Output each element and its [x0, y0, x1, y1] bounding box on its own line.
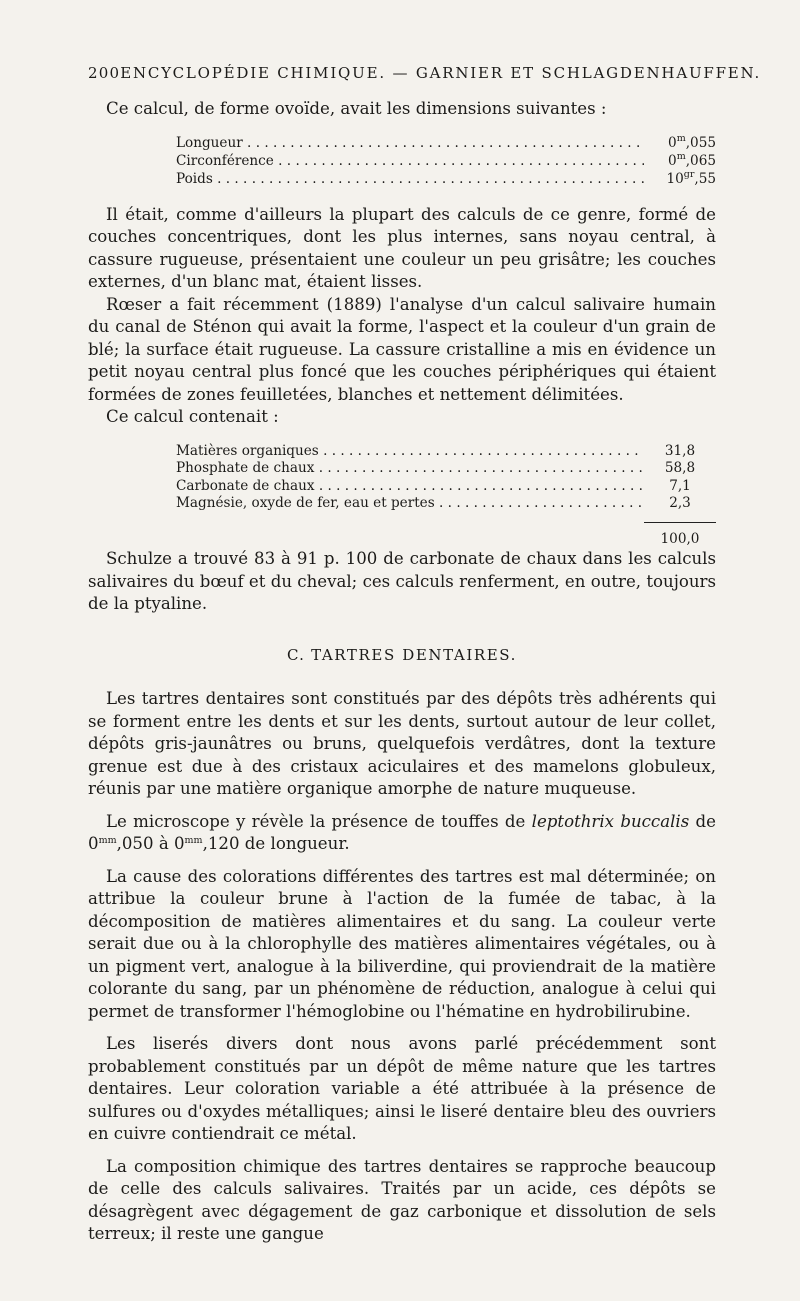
- paragraph-liseres: Les liserés divers dont nous avons parlé précédemment sont probablement constitués par un dépôt de même nature que les tartres dentaires. Leur coloration variable a été attribuée à la présence de sulfures ou d'oxydes métalliques; ainsi le liseré dentaire bleu des ouvriers en cuivre contiendrait ce métal.: [88, 1034, 716, 1143]
- composition-row: [176, 460, 716, 478]
- paragraph-layers: Il était, comme d'ailleurs la plupart des calculs de ce genre, formé de couches concentriques, dont les plus internes, sans noyau central, à cassure rugueuse, présentaient une couleur un peu grisâtre; les couches externes, d'un blanc mat, étaient lisses.: [88, 204, 716, 291]
- section-title: TARTRES DENTAIRES.: [311, 645, 518, 664]
- paragraph-roeser: Rœser a fait récemment (1889) l'analyse d'un calcul salivaire humain du canal de Sténon qui avait la forme, l'aspect et la couleur d'un grain de blé; la surface était rugueuse. La cassure cristalline a mis en évidence un petit noyau central plus foncé que les couches périphériques qui étaient formées de zones feuilletées, blanches et nettement délimitées.: [88, 294, 716, 404]
- composition-row: [176, 495, 716, 513]
- dimension-value: 0$^m$,065: [668, 150, 716, 169]
- paragraph-microscope: Le microscope y révèle la présence de touffes de leptothrix buccalis de $0^{mm},050$ à $0^{mm},120$ de longueur.: [88, 811, 717, 853]
- dimension-label: Poids . . .: [176, 170, 644, 188]
- page-header: [88, 64, 762, 82]
- dimension-row: [176, 134, 716, 152]
- composition-value: 31,8: [664, 442, 696, 459]
- composition-total-row: [176, 522, 716, 549]
- paragraph-tartres: Les tartres dentaires sont constitués par des dépôts très adhérents qui se forment entre les dents et sur les dents, surtout autour de leur collet, dépôts gris-jaunâtres ou bruns, quelquefois verdâtres, dont la texture grenue est due à des cristaux aciculaires et des mamelons globuleux, réunis par une matière organique amorphe de nature muqueuse.: [88, 689, 716, 798]
- dimensions-list: [176, 134, 716, 188]
- paragraph-schulze: Schulze a trouvé 83 à 91 p. 100 de carbonate de chaux dans les calculs salivaires du bœuf et du cheval; ces calculs renferment, en outre, toujours de la ptyaline.: [88, 549, 716, 613]
- dimension-row: [176, 152, 716, 170]
- dimension-value: $10^{gr},55$: [666, 168, 716, 187]
- dimension-label: Circonférence . . .: [176, 152, 644, 170]
- composition-value: 58,8: [664, 460, 696, 476]
- page-body: [88, 98, 716, 1246]
- section-letter: C.: [286, 645, 306, 664]
- dimension-value: 0$^m$,055: [668, 132, 716, 151]
- composition-row: [176, 443, 716, 461]
- paragraph-intro: Ce calcul, de forme ovoïde, avait les dimensions suivantes :: [106, 99, 607, 118]
- dimension-row: [176, 170, 716, 188]
- paragraph-contents: Ce calcul contenait :: [106, 407, 279, 426]
- composition-value: 7,1: [669, 477, 691, 494]
- composition-label: Phosphate de chaux . . .: [176, 460, 644, 478]
- running-title: ENCYCLOPÉDIE CHIMIQUE. — GARNIER ET SCHLAGDENHAUFFEN.: [120, 64, 762, 82]
- composition-value: 2,3: [669, 495, 691, 511]
- composition-table: [176, 443, 716, 549]
- page-number: 200: [88, 64, 121, 82]
- composition-row: [176, 478, 716, 496]
- paragraph-composition: La composition chimique des tartres dentaires se rapproche beaucoup de celle des calculs salivaires. Traités par un acide, ces dépôts se désagrègent avec dégagement de gaz carbonique et dissolution de sels terreux; il reste une gangue: [88, 1156, 716, 1243]
- composition-label: Carbonate de chaux . . .: [176, 478, 644, 496]
- composition-total: 100,0: [644, 522, 716, 549]
- composition-label: Matières organiques . . .: [176, 443, 644, 461]
- dimension-label: Longueur . . .: [176, 134, 644, 152]
- composition-label: Magnésie, oxyde de fer, eau et pertes . . .: [176, 495, 644, 513]
- section-heading: [88, 644, 716, 667]
- paragraph-coloration: La cause des colorations différentes des tartres est mal déterminée; on attribue la couleur brune à l'action de la fumée de tabac, à la décomposition de matières alimentaires et du sang. La couleur verte serait due ou à la chlorophylle des matières alimentaires végétales, ou à un pigment vert, analogue à la biliverdine, qui proviendrait de la matière colorante du sang, par un phénomène de réduction, analogue à celui qui permet de transformer l'hémoglobine ou l'hématine en hydrobilirubine.: [88, 866, 716, 1021]
- species-name: leptothrix buccalis: [531, 811, 690, 831]
